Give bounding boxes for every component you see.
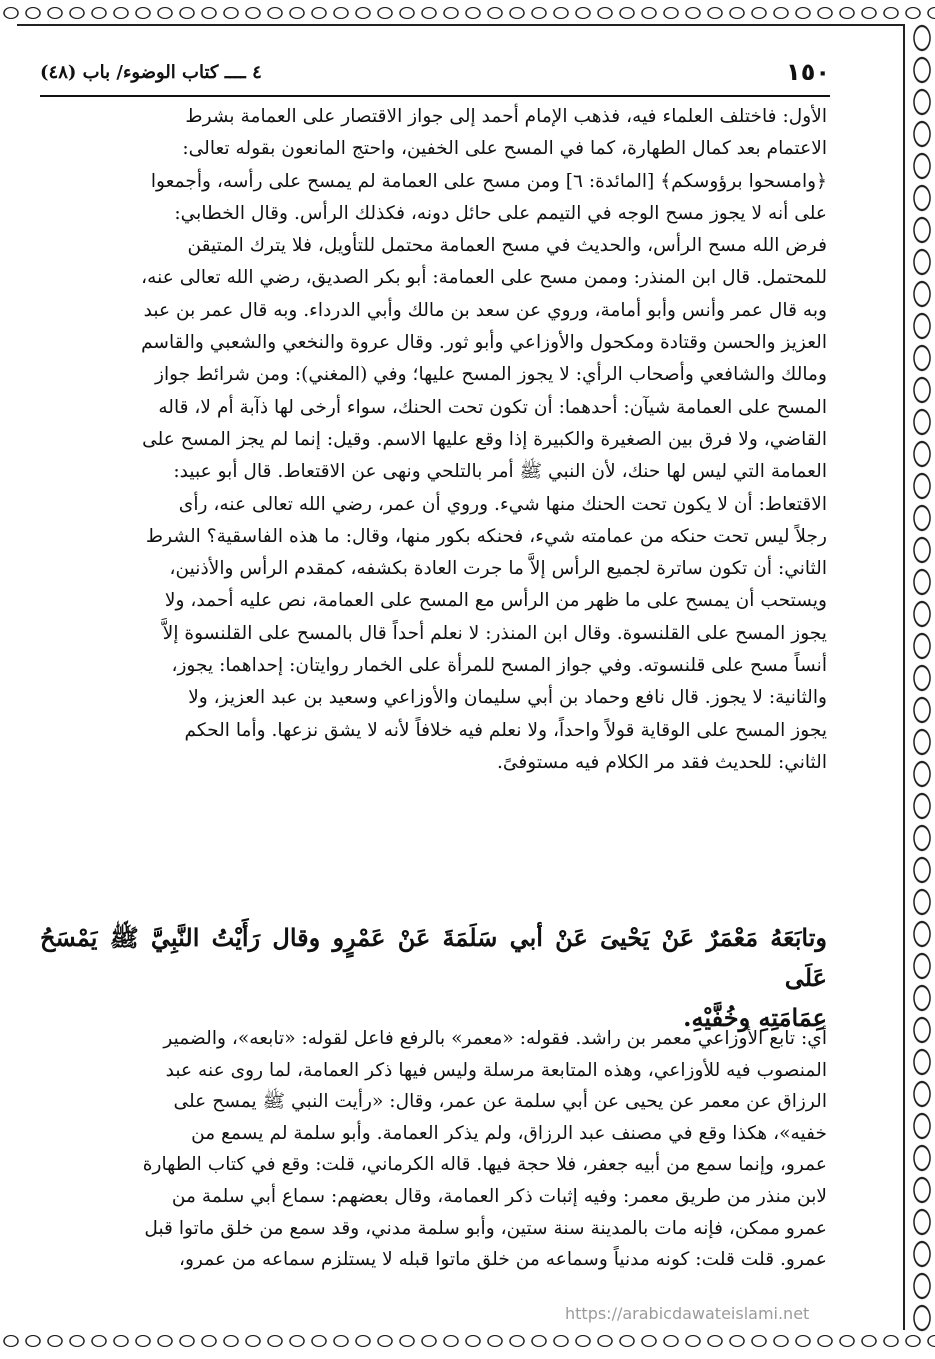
text-line: الرزاق عن معمر عن يحيى عن أبي سلمة عن عمر، وقال: «رأيت النبي ﷺ يمسح على	[173, 1091, 827, 1113]
text-line: فرض الله مسح الرأس، والحديث في مسح العمامة محتمل للتأويل، فلا يترك المتيقن	[187, 235, 827, 257]
text-line: الاقتعاط: أن لا يكون تحت الحنك منها شيء. وروي أن عمر، رضي الله تعالى عنه، رأى	[178, 493, 827, 515]
text-line: المنصوب فيه للأوزاعي، وهذه المتابعة مرسلة وليس فيها ذكر العمامة، لما روى عنه عبد	[165, 1059, 827, 1081]
watermark-url: https://arabicdawateislami.net	[565, 1304, 810, 1323]
text-line: المسح على العمامة شيآن: أحدهما: أن تكون تحت الحنك، سواء أرخى لها ذآبة أم لا، قاله	[158, 396, 827, 418]
text-line: يجوز المسح على الوقاية قولاً واحداً، ولا نعلم فيه خلافاً لأنه لا يشق نزعها. وأما الحكم	[184, 719, 827, 741]
hadith-matn	[40, 918, 827, 1038]
text-line: العزيز والحسن وقتادة ومكحول والأوزاعي وأبو ثور. وقال عروة والنخعي والشعبي والقاسم	[141, 332, 827, 354]
matn-line: وتابَعَهُ مَعْمَرٌ عَنْ يَحْيىَ عَنْ أبي سَلَمَةَ عَنْ عَمْرٍو وقال رَأَيْتُ النَّبِيَّ ﷺ يَمْسَحُ عَلَى	[40, 923, 827, 992]
text-line: القاضي، ولا فرق بين الصغيرة والكبيرة إذا وقع عليها الاسم. وقيل: إنما لم يجز المسح على	[142, 428, 827, 450]
text-line: الثاني: أن تكون ساترة لجميع الرأس إلاَّ ما جرت العادة بكشفه، كمقدم الرأس والأذنين،	[169, 558, 827, 580]
decorative-border-bottom	[0, 1330, 935, 1352]
text-line: عمرو، وإنما سمع من أبيه جعفر، فلا حجة فيها. قاله الكرماني، قلت: وقع في كتاب الطهارة	[142, 1154, 827, 1176]
text-line: للمحتمل. قال ابن المنذر: وممن مسح على العمامة: أبو بكر الصديق، رضي الله تعالى عنه،	[141, 267, 827, 289]
text-line: العمامة التي ليس لها حنك، لأن النبي ﷺ أمر بالتلحي ونهى عن الاقتعاط. قال أبو عبيد:	[173, 461, 827, 483]
text-line: خفيه»، هكذا وقع في مصنف عبد الرزاق، ولم يذكر العمامة. وأبو سلمة لم يسمع من	[191, 1122, 827, 1144]
explanation-block	[40, 1023, 827, 1276]
text-line: أي: تابع الأوزاعي معمر بن راشد. فقوله: «معمر» بالرفع فاعل لقوله: «تابعه»، والضمير	[163, 1028, 827, 1049]
page-header	[40, 58, 830, 92]
text-line: الأول: فاختلف العلماء فيه، فذهب الإمام أحمد إلى جواز الاقتصار على العمامة بشرط	[185, 106, 827, 127]
text-line: يجوز المسح على القلنسوة. وقال ابن المنذر: لا نعلم أحداً قال بالمسح على القلنسوة إلاَّ	[162, 622, 827, 644]
text-line: عمرو. قلت قلت: كونه مدنياً وسماعه من خلق ماتوا قبله لا يستلزم سماعه من عمرو،	[178, 1249, 827, 1271]
text-line: الثاني: للحديث فقد مر الكلام فيه مستوفىً.	[496, 751, 827, 773]
matn-line: عِمَامَتِهِ وخُفَّيْهِ.	[683, 1003, 827, 1032]
text-line: أنساً مسح على قلنسوته. وفي جواز المسح للمرأة على الخمار روايتان: إحداهما: يجوز،	[171, 655, 827, 677]
text-line: وبه قال عمر وأنس وأبو أمامة، وروي عن سعد بن مالك وأبي الدرداء. وبه قال عمر بن عبد	[143, 299, 827, 321]
text-line: ويستحب أن يمسح على ما ظهر من الرأس مع المسح على العمامة، نص عليه أحمد، ولا	[164, 590, 827, 612]
commentary-block	[40, 101, 827, 779]
header-rule	[40, 95, 830, 97]
decorative-border-top	[0, 2, 935, 24]
running-head: ٤ ــــ كتاب الوضوء/ باب (٤٨)	[40, 62, 262, 83]
text-line: الاعتمام بعد كمال الطهارة، كما في المسح على الخفين، واحتج المانعون بقوله تعالى:	[182, 138, 827, 160]
text-line: لابن منذر من طريق معمر: وفيه إثبات ذكر العمامة، وقال بعضهم: سماع أبي سلمة من	[171, 1185, 827, 1207]
text-line: عمرو ممكن، فإنه مات بالمدينة سنة ستين، وأبو سلمة مدني، وقد سمع من خلق ماتوا قبل	[144, 1217, 827, 1239]
text-line: رجلاً ليس تحت حنكه من عمامته شيء، فحنكه بكور منها، وقال: ما هذه الفاسقية؟ الشرط	[145, 525, 827, 547]
decorative-border-right	[909, 22, 935, 1332]
text-line: على أنه لا يجوز مسح الوجه في التيمم على حائل دونه، فكذلك الرأس. وقال الخطابي:	[174, 202, 827, 224]
text-line: ومالك والشافعي وأصحاب الرأي: لا يجوز المسح عليها؛ وفي (المغني): ومن شرائط جواز	[155, 364, 827, 386]
page-number: ١٥٠	[786, 58, 830, 86]
text-line: ﴿وامسحوا برؤوسكم﴾ [المائدة: ٦] ومن مسح على العمامة لم يمسح على رأسه، وأجمعوا	[150, 170, 827, 192]
text-line: والثانية: لا يجوز. قال نافع وحماد بن أبي سليمان والأوزاعي وسعيد بن عبد العزيز، ولا	[188, 687, 827, 709]
